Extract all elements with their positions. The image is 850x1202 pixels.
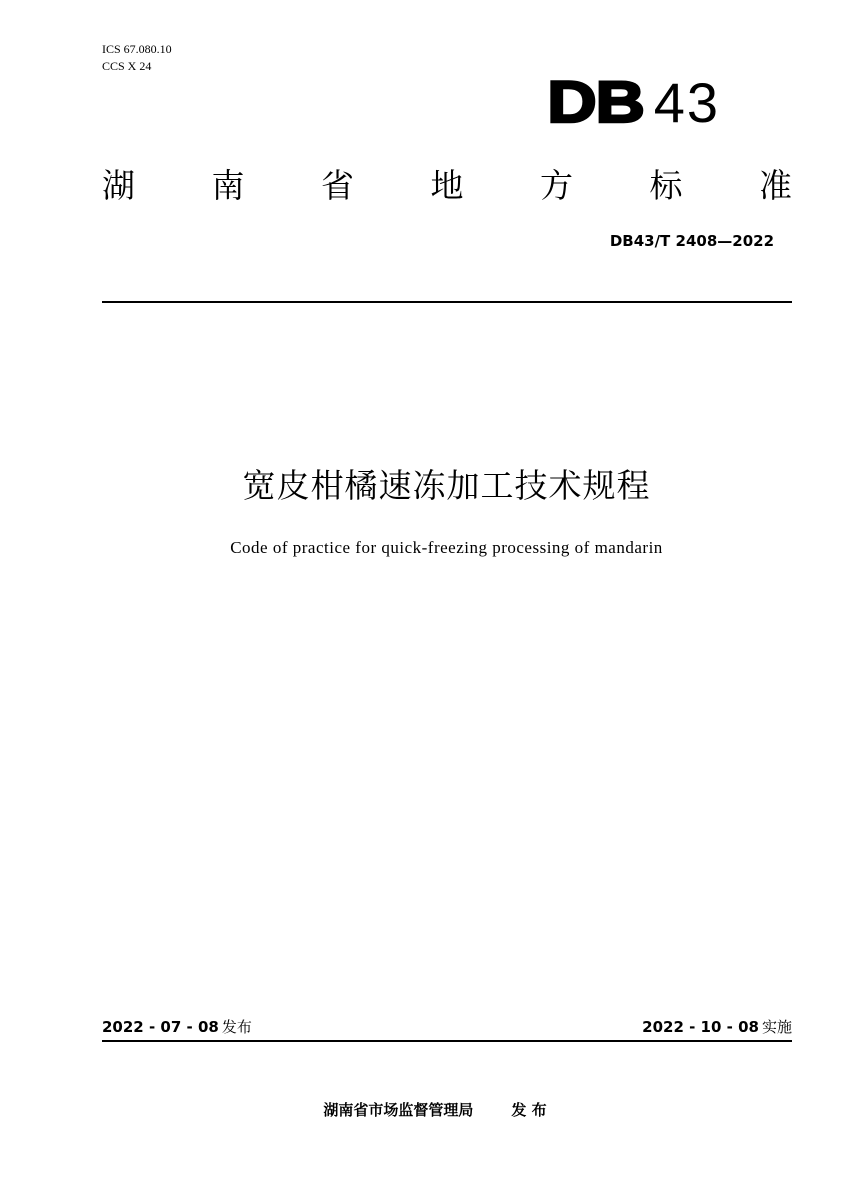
standard-kind-char: 省 (321, 165, 354, 205)
db-logo-number: 43 (653, 71, 720, 134)
standard-kind-char: 湖 (102, 165, 135, 205)
issuer-action: 发 布 (511, 1101, 547, 1119)
bottom-divider (102, 1040, 792, 1042)
standard-kind-heading (102, 158, 792, 208)
standard-kind-char: 准 (759, 165, 792, 205)
issue-date: 2022 - 07 - 08 (102, 1018, 219, 1036)
standard-kind-char: 方 (540, 165, 573, 205)
document-title-en: Code of practice for quick-freezing processing of mandarin (230, 538, 663, 557)
standard-kind-char: 南 (211, 165, 245, 205)
issuer-name: 湖南省市场监督管理局 (323, 1101, 474, 1119)
issue-label: 发布 (221, 1018, 252, 1036)
ccs-code: CCS X 24 (102, 59, 152, 73)
top-divider (102, 301, 792, 303)
db-logo-letters: DB (547, 70, 644, 135)
document-title-zh: 宽皮柑橘速冻加工技术规程 (242, 466, 651, 505)
classification-codes (102, 41, 172, 75)
implement-date-line (642, 1016, 792, 1037)
standard-kind-char: 地 (430, 165, 464, 205)
issue-date-line (102, 1016, 252, 1037)
db-logo (547, 68, 720, 138)
issuer-line (0, 1099, 850, 1120)
ics-code: ICS 67.080.10 (102, 42, 172, 56)
standard-number: DB43/T 2408—2022 (609, 232, 774, 250)
standard-kind-char: 标 (649, 165, 683, 205)
implement-label: 实施 (761, 1018, 792, 1036)
implement-date: 2022 - 10 - 08 (642, 1018, 759, 1036)
